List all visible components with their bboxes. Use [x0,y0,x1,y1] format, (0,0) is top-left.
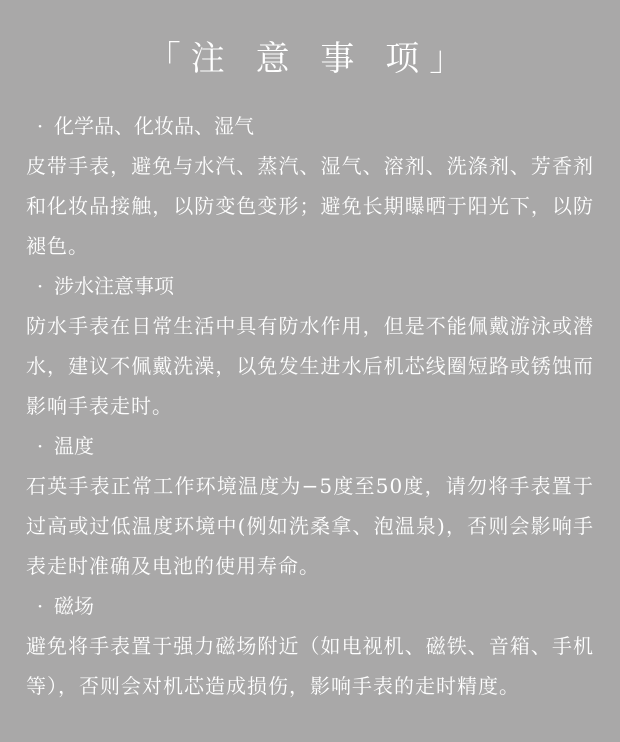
section-heading-text: 涉水注意事项 [54,274,174,298]
section-heading [26,266,594,306]
bullet-dot: · [36,114,44,138]
section-body: 皮带手表，避免与水汽、蒸汽、湿气、溶剂、洗涤剂、芳香剂和化妆品接触，以防变色变形；避免长期曝晒于阳光下，以防褪色。 [26,154,594,258]
section-heading-text: 温度 [54,434,94,458]
section-heading [26,586,594,626]
bullet-dot: · [36,274,44,298]
section-body: 防水手表在日常生活中具有防水作用，但是不能佩戴游泳或潜水，建议不佩戴洗澡，以免发生进水后机芯线圈短路或锈蚀而影响手表走时。 [26,314,594,418]
section-magnetic [26,586,594,706]
section-heading-text: 磁场 [54,594,94,618]
section-heading-text: 化学品、化妆品、湿气 [54,114,254,138]
section-temperature [26,426,594,586]
bullet-dot: · [36,594,44,618]
section-body: 石英手表正常工作环境温度为−5度至50度，请勿将手表置于过高或过低温度环境中(例如洗桑拿、泡温泉)，否则会影响手表走时准确及电池的使用寿命。 [26,474,594,578]
section-water [26,266,594,426]
section-body: 避免将手表置于强力磁场附近（如电视机、磁铁、音箱、手机等），否则会对机芯造成损伤，影响手表的走时精度。 [26,634,594,698]
page-title: 「注 意 事 项」 [146,39,474,79]
section-heading [26,106,594,146]
bullet-dot: · [36,434,44,458]
section-heading [26,426,594,466]
section-chemicals [26,106,594,266]
